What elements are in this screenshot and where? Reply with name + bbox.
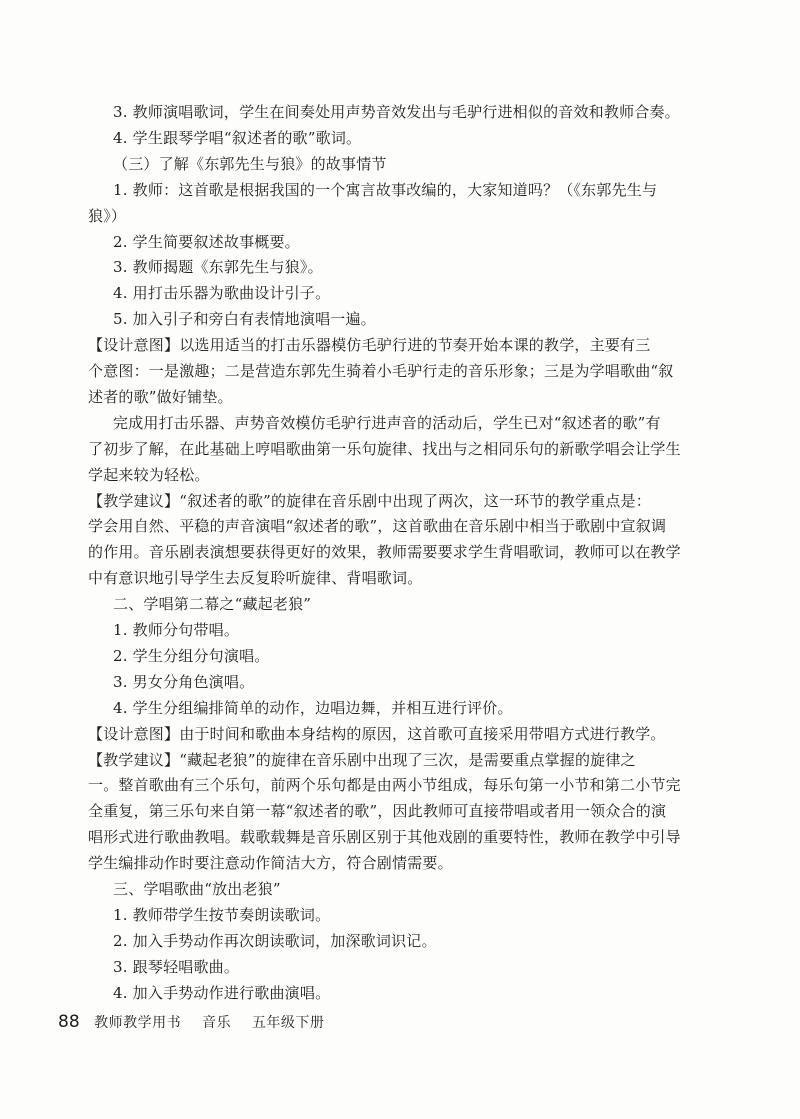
text-line: 了初步了解，在此基础上哼唱歌曲第一乐句旋律、找出与之相同乐句的新歌学唱会让学生 bbox=[88, 440, 681, 458]
text-line: 1. 教师：这首歌是根据我国的一个寓言故事改编的，大家知道吗？（《东郭先生与 bbox=[113, 181, 658, 199]
text-line: 学生编排动作时要注意动作简洁大方，符合剧情需要。 bbox=[88, 854, 453, 872]
text-line: 完成用打击乐器、声势音效模仿毛驴行进声音的活动后，学生已对“叙述者的歌”有 bbox=[113, 414, 661, 432]
text-line: 【设计意图】以选用适当的打击乐器模仿毛驴行进的节奏开始本课的教学，主要有三 bbox=[88, 336, 651, 354]
text-line: 5. 加入引子和旁白有表情地演唱一遍。 bbox=[113, 310, 376, 328]
text-line: 狼》） bbox=[88, 207, 127, 225]
text-line: 4. 用打击乐器为歌曲设计引子。 bbox=[113, 284, 331, 302]
page-number: 88 bbox=[58, 1012, 80, 1032]
text-line: 学会用自然、平稳的声音演唱“叙述者的歌”，这首歌曲在音乐剧中相当于歌剧中宣叙调 bbox=[88, 517, 667, 535]
text-line: 全重复，第三乐句来自第一幕“叙述者的歌”，因此教师可直接带唱或者用一领众合的演 bbox=[88, 802, 667, 820]
text-line: 【教学建议】“叙述者的歌”的旋律在音乐剧中出现了两次，这一环节的教学重点是： bbox=[88, 492, 651, 510]
text-line: 唱形式进行歌曲教唱。载歌载舞是音乐剧区别于其他戏剧的重要特性，教师在教学中引导 bbox=[88, 828, 681, 846]
text-line: 的作用。音乐剧表演想要获得更好的效果，教师需要要求学生背唱歌词，教师可以在教学 bbox=[88, 543, 681, 561]
text-line: 4. 学生分组编排简单的动作，边唱边舞，并相互进行评价。 bbox=[113, 699, 513, 717]
text-line: 2. 学生简要叙述故事概要。 bbox=[113, 233, 300, 251]
grade-label: 五年级下册 bbox=[251, 1015, 325, 1031]
text-line: 中有意识地引导学生去反复聆听旋律、背唱歌词。 bbox=[88, 569, 423, 587]
section-heading: （三）了解《东郭先生与狼》的故事情节 bbox=[113, 155, 387, 173]
text-line: 【设计意图】由于时间和歌曲本身结构的原因，这首歌可直接采用带唱方式进行教学。 bbox=[88, 725, 666, 743]
text-line: 学起来较为轻松。 bbox=[88, 466, 210, 484]
text-line: 2. 学生分组分句演唱。 bbox=[113, 647, 270, 665]
text-line: 3. 跟琴轻唱歌曲。 bbox=[113, 958, 240, 976]
text-line: 述者的歌”做好铺垫。 bbox=[88, 388, 233, 406]
text-line: 2. 加入手势动作再次朗读歌词，加深歌词识记。 bbox=[113, 932, 437, 950]
page-footer bbox=[58, 1012, 324, 1033]
text-line: 3. 教师演唱歌词，学生在间奏处用声势音效发出与毛驴行进相似的音效和教师合奏。 bbox=[113, 103, 680, 121]
text-line: 4. 学生跟琴学唱“叙述者的歌”歌词。 bbox=[113, 129, 362, 147]
text-line: 1. 教师分句带唱。 bbox=[113, 621, 240, 639]
text-line: 4. 加入手势动作进行歌曲演唱。 bbox=[113, 984, 331, 1002]
subject-label: 音乐 bbox=[202, 1015, 231, 1031]
text-line: 【教学建议】“藏起老狼”的旋律在音乐剧中出现了三次，是需要重点掌握的旋律之 bbox=[88, 751, 636, 769]
text-line: 1. 教师带学生按节奏朗读歌词。 bbox=[113, 906, 331, 924]
text-line: 个意图：一是激趣；二是营造东郭先生骑着小毛驴行走的音乐形象；三是为学唱歌曲“叙 bbox=[88, 362, 674, 380]
text-line: 3. 男女分角色演唱。 bbox=[113, 673, 255, 691]
text-line: 一。整首歌曲有三个乐句，前两个乐句都是由两小节组成，每乐句第一小节和第二小节完 bbox=[88, 776, 681, 794]
book-title: 教师教学用书 bbox=[94, 1015, 182, 1031]
text-line: 3. 教师揭题《东郭先生与狼》。 bbox=[113, 258, 323, 276]
section-heading: 三、学唱歌曲“放出老狼” bbox=[113, 880, 281, 898]
section-heading: 二、学唱第二幕之“藏起老狼” bbox=[113, 595, 312, 613]
